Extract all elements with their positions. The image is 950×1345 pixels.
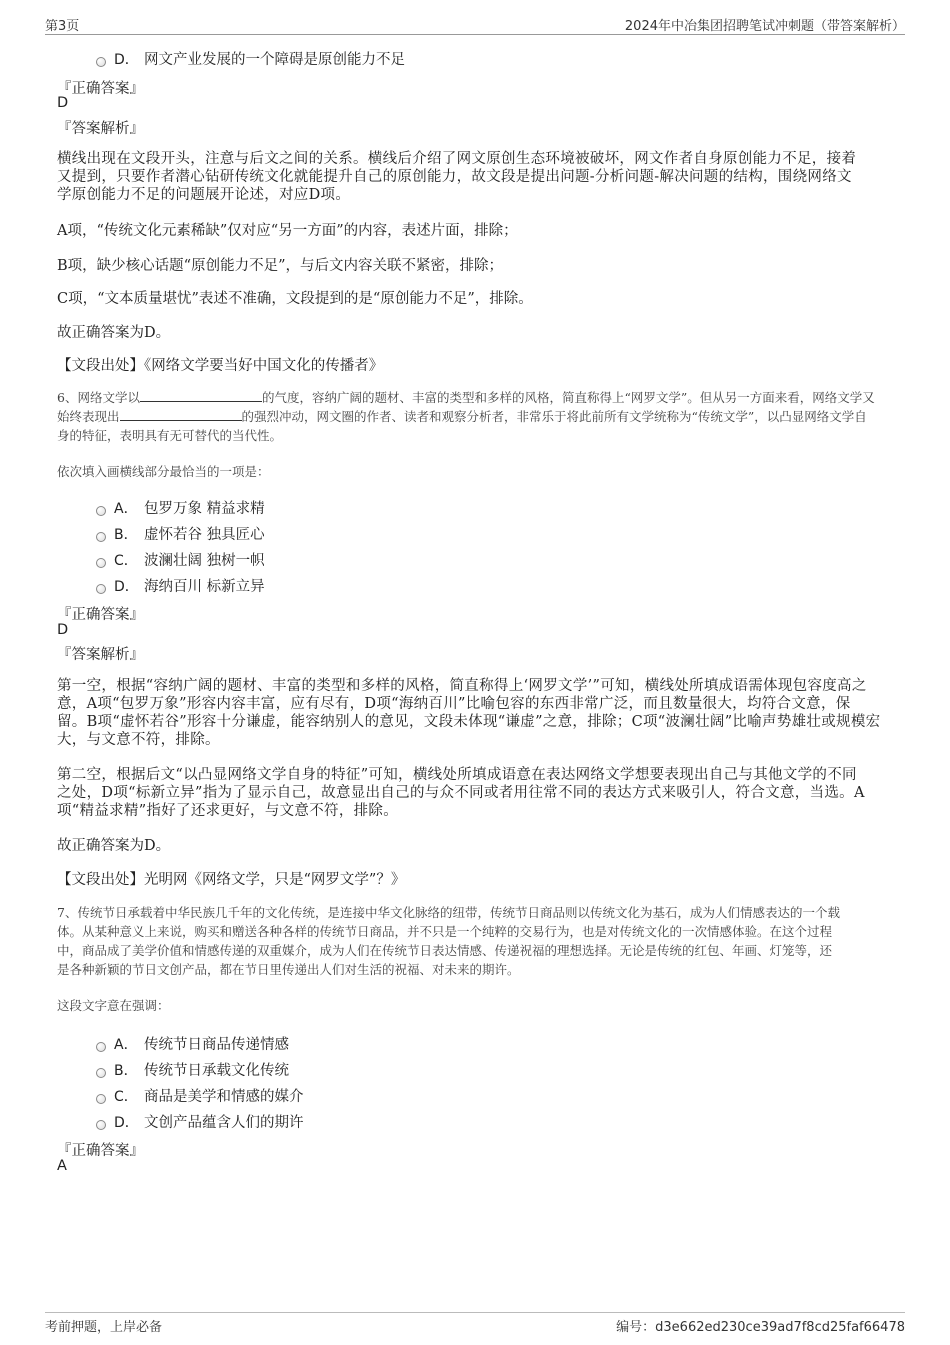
q6-prompt: 依次填入画横线部分最恰当的一项是： bbox=[57, 464, 270, 479]
q5-source: 【文段出处】《网络文学要当好中国文化的传播者》 bbox=[57, 358, 384, 374]
q5-option-d[interactable]: D． 网文产业发展的一个障碍是原创能力不足 bbox=[96, 48, 405, 69]
q6-question: 6、网络文学以 的气度，容纳广阔的题材、丰富的类型和多样的风格，简直称得上“网罗文学”。但从另一方面来看，网络文学又 始终表现出 的强烈冲动，网文圈的作者、读者和观察分析者，非常乐于将此前所有文学统称为“传统文学”，以凸显网络文学自 身的特征，表明具有无可替代的当代性。 bbox=[57, 390, 875, 443]
q6-option-b[interactable]: B． 虚怀若谷 独具匠心 bbox=[96, 523, 265, 544]
q7-question: 7、传统节日承载着中华民族几千年的文化传统，是连接中华文化脉络的纽带，传统节日商品则以传统文化为基石，成为人们情感表达的一个载 体。从某种意义上来说，购买和赠送各种各样的传统节日商品，并不只是一个纯粹的交易行为，也是对传统文化的一次情感体验。在这个过程 中，商品成了美学价值和情感传递的双重媒介，成为人们在传统节日表达情感、传递祝福的理想选择。无论是传统的红包、年画、灯笼等，还 是各种新颖的节日文创产品，都在节日里传递出人们对生活的祝福、对未来的期许。 bbox=[57, 905, 840, 977]
q5-answer: D bbox=[57, 95, 69, 111]
q6-analysis-label: 『答案解析』 bbox=[57, 647, 144, 663]
q6-analysis-blank2: 第二空，根据后文“以凸显网络文学自身的特征”可知，横线处所填成语意在表达网络文学想要表现出自己与其他文学的不同 之处，D项“标新立异”指为了显示自己，故意显出自己的与众不同或者用往常不同的表达方式来吸引人，符合文意，当选。A 项“精益求精”指好了还求更好，与文意不符，排除。 bbox=[57, 767, 865, 819]
page-number: 第3页 bbox=[45, 19, 80, 34]
q5-option-b-analysis: B项，缺少核心话题“原创能力不足”，与后文内容关联不紧密，排除； bbox=[57, 258, 503, 274]
q5-option-a-analysis: A项，“传统文化元素稀缺”仅对应“另一方面”的内容，表述片面，排除； bbox=[57, 223, 518, 239]
radio-icon[interactable] bbox=[96, 1042, 106, 1052]
q7-option-a[interactable]: A． 传统节日商品传递情感 bbox=[96, 1033, 289, 1054]
q7-answer: A bbox=[57, 1158, 67, 1174]
radio-icon[interactable] bbox=[96, 584, 106, 594]
fill-blank-1 bbox=[140, 389, 262, 402]
radio-icon[interactable] bbox=[96, 506, 106, 516]
radio-icon[interactable] bbox=[96, 1068, 106, 1078]
document-title: 2024年中冶集团招聘笔试冲刺题（带答案解析） bbox=[624, 19, 905, 34]
fill-blank-2 bbox=[120, 408, 242, 421]
q6-answer-label: 『正确答案』 bbox=[57, 607, 144, 623]
q6-option-c[interactable]: C． 波澜壮阔 独树一帜 bbox=[96, 549, 265, 570]
q7-option-b[interactable]: B． 传统节日承载文化传统 bbox=[96, 1059, 289, 1080]
q7-option-c[interactable]: C． 商品是美学和情感的媒介 bbox=[96, 1085, 304, 1106]
page-footer bbox=[45, 1312, 905, 1335]
q6-option-a[interactable]: A． 包罗万象 精益求精 bbox=[96, 497, 265, 518]
q6-answer: D bbox=[57, 622, 69, 638]
q6-analysis-blank1: 第一空，根据“容纳广阔的题材、丰富的类型和多样的风格，简直称得上‘网罗文学’”可知，横线处所填成语需体现包容度高之 意，A项“包罗万象”形容内容丰富，应有尽有，D项“海纳百川”比喻包容的东西非常广泛，而且数量很大，均符合文意，保 留。B项“虚怀若谷”形容十分谦虚，能容纳别人的意见，文段未体现“谦虚”之意，排除；C项“波澜壮阔”比喻声势雄壮或规模宏 大，与文意不符，排除。 bbox=[57, 678, 881, 748]
q7-option-d[interactable]: D． 文创产品蕴含人们的期许 bbox=[96, 1111, 304, 1132]
document-id: 编号：d3e662ed230ce39ad7f8cd25faf66478 bbox=[616, 1320, 905, 1335]
radio-icon[interactable] bbox=[96, 1094, 106, 1104]
q5-answer-label: 『正确答案』 bbox=[57, 81, 144, 97]
page-header bbox=[45, 14, 905, 35]
radio-icon[interactable] bbox=[96, 1120, 106, 1130]
q7-prompt: 这段文字意在强调： bbox=[57, 998, 170, 1013]
q5-analysis-label: 『答案解析』 bbox=[57, 121, 144, 137]
q7-answer-label: 『正确答案』 bbox=[57, 1143, 144, 1159]
q5-conclusion: 故正确答案为D。 bbox=[57, 325, 171, 341]
q6-conclusion: 故正确答案为D。 bbox=[57, 838, 171, 854]
q6-source: 【文段出处】光明网《网络文学，只是“网罗文学”？》 bbox=[57, 872, 406, 888]
footer-slogan: 考前押题，上岸必备 bbox=[45, 1320, 163, 1335]
radio-icon[interactable] bbox=[96, 57, 106, 67]
radio-icon[interactable] bbox=[96, 532, 106, 542]
q5-analysis: 横线出现在文段开头，注意与后文之间的关系。横线后介绍了网文原创生态环境被破坏，网文作者自身原创能力不足，接着 又提到，只要作者潜心钻研传统文化就能提升自己的原创能力，故文段是提出问题-分析问题-解决问题的结构，围绕网络文 学原创能力不足的问题展开论述，对应D项。 bbox=[57, 151, 857, 203]
radio-icon[interactable] bbox=[96, 558, 106, 568]
q5-option-c-analysis: C项，“文本质量堪忧”表述不准确，文段提到的是“原创能力不足”，排除。 bbox=[57, 291, 533, 307]
q6-option-d[interactable]: D． 海纳百川 标新立异 bbox=[96, 575, 265, 596]
